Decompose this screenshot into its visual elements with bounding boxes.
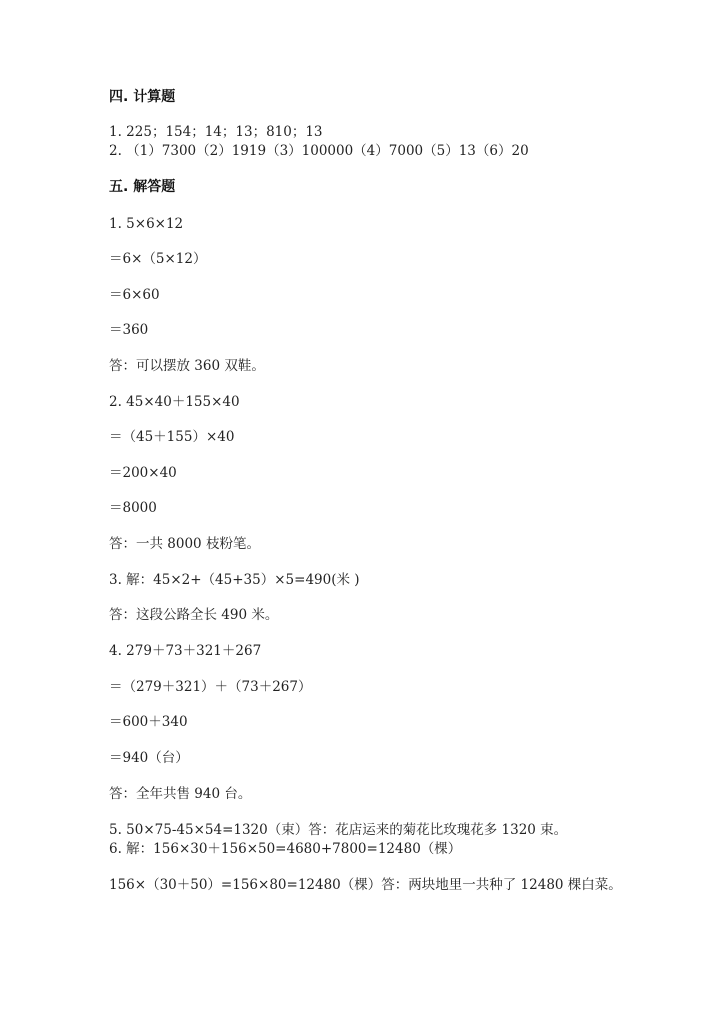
answer-line: 2. 45×40＋155×40 — [109, 394, 240, 410]
section-heading-word-problems: 五. 解答题 — [109, 179, 176, 195]
answer-line: 1. 225；154；14；13；810；13 — [109, 124, 323, 140]
answer-line: 1. 5×6×12 — [109, 216, 184, 232]
answer-line: 答：全年共售 940 台。 — [109, 786, 252, 802]
answer-line: ＝940（台） — [109, 750, 189, 766]
answer-line: ＝6×（5×12） — [109, 251, 207, 267]
answer-line: ＝6×60 — [109, 287, 160, 303]
answer-line: 5. 50×75-45×54=1320（束）答：花店运来的菊花比玫瑰花多 1320 束。 — [109, 822, 568, 838]
answer-line: 答：一共 8000 枝粉笔。 — [109, 536, 260, 552]
answer-line: ＝8000 — [109, 500, 157, 516]
answer-line: 2. （1）7300（2）1919（3）100000（4）7000（5）13（6）20 — [109, 143, 529, 159]
answer-line: ＝600＋340 — [109, 714, 188, 730]
answer-line: 答：可以摆放 360 双鞋。 — [109, 358, 265, 374]
answer-line: 4. 279＋73＋321＋267 — [109, 643, 262, 659]
section-heading-calculation: 四. 计算题 — [109, 89, 176, 105]
answer-line: ＝200×40 — [109, 465, 177, 481]
answer-line: ＝（45＋155）×40 — [109, 429, 235, 445]
answer-line: 3. 解：45×2+（45+35）×5=490(米 ) — [109, 572, 360, 588]
answer-line: 156×（30＋50）=156×80=12480（棵）答：两块地里一共种了 12480 棵白菜。 — [109, 877, 622, 893]
answer-line: 6. 解：156×30＋156×50=4680+7800=12480（棵） — [109, 841, 462, 857]
answer-line: 答：这段公路全长 490 米。 — [109, 607, 279, 623]
answer-line: ＝360 — [109, 322, 149, 338]
answer-line: ＝（279＋321）＋（73＋267） — [109, 679, 312, 695]
